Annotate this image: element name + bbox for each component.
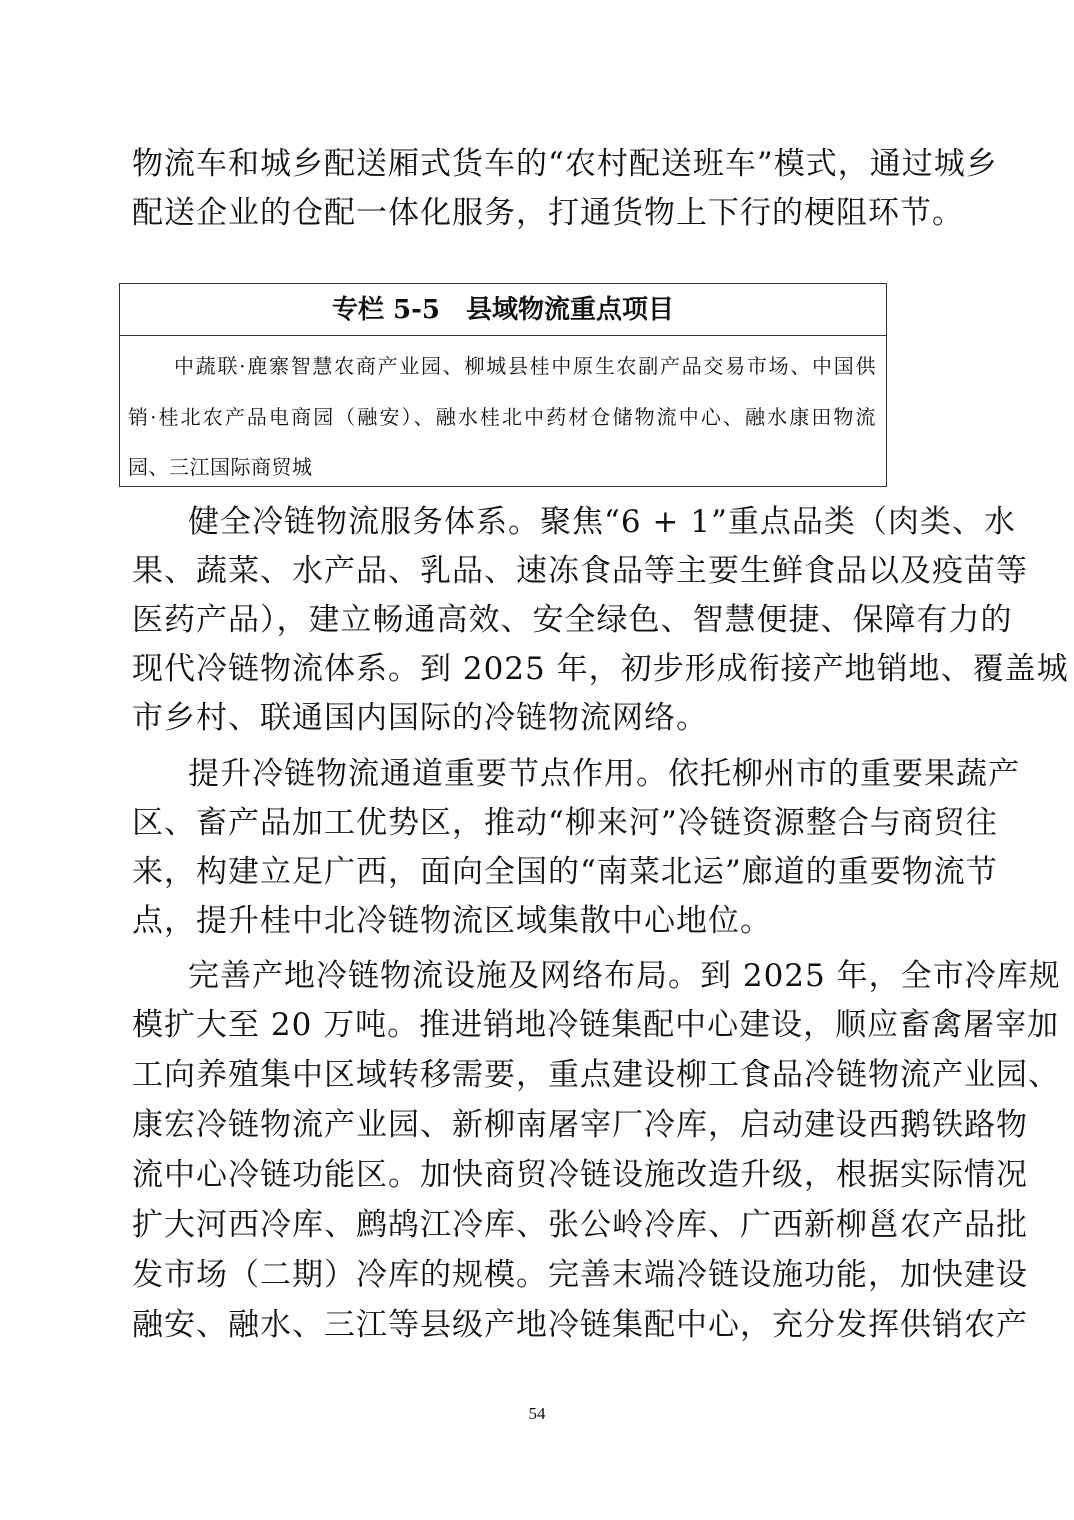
paragraph-3-line-1: 完善产地冷链物流设施及网络布局。到 2025 年，全市冷库规 [188, 958, 1061, 994]
paragraph-3-line-2: 模扩大至 20 万吨。推进销地冷链集配中心建设，顺应畜禽屠宰加 [132, 1007, 1060, 1043]
paragraph-1-line-4: 现代冷链物流体系。到 2025 年，初步形成衔接产地销地、覆盖城 [132, 651, 1069, 687]
paragraph-2-line-3: 来，构建立足广西，面向全国的“南菜北运”廊道的重要物流节 [132, 854, 998, 890]
column-box-title: 专栏 5-5 县域物流重点项目 [120, 284, 886, 336]
paragraph-2-line-1: 提升冷链物流通道重要节点作用。依托柳州市的重要果蔬产 [188, 756, 1020, 792]
paragraph-2-line-4: 点，提升桂中北冷链物流区域集散中心地位。 [132, 903, 772, 939]
paragraph-1-line-2: 果、蔬菜、水产品、乳品、速冻食品等主要生鲜食品以及疫苗等 [132, 553, 1028, 589]
column-box [119, 283, 887, 487]
paragraph-1-line-3: 医药产品），建立畅通高效、安全绿色、智慧便捷、保障有力的 [132, 602, 1013, 638]
paragraph-3-line-5: 流中心冷链功能区。加快商贸冷链设施改造升级，根据实际情况 [132, 1157, 1028, 1193]
paragraph-3-line-4: 康宏冷链物流产业园、新柳南屠宰厂冷库，启动建设西鹅铁路物 [132, 1107, 1028, 1143]
intro-line-2: 配送企业的仓配一体化服务，打通货物上下行的梗阻环节。 [132, 195, 964, 231]
intro-line-1: 物流车和城乡配送厢式货车的“农村配送班车”模式，通过城乡 [132, 146, 998, 182]
paragraph-1-line-1: 健全冷链物流服务体系。聚焦“6 + 1”重点品类（肉类、水 [188, 504, 1016, 540]
paragraph-3-line-8: 融安、融水、三江等县级产地冷链集配中心，充分发挥供销农产 [132, 1307, 1028, 1343]
paragraph-3-line-7: 发市场（二期）冷库的规模。完善末端冷链设施功能，加快建设 [132, 1257, 1028, 1293]
paragraph-3-line-6: 扩大河西冷库、鹧鸪江冷库、张公岭冷库、广西新柳邕农产品批 [132, 1207, 1028, 1243]
page-number: 54 [528, 1404, 546, 1423]
paragraph-3-line-3: 工向养殖集中区域转移需要，重点建设柳工食品冷链物流产业园、 [132, 1057, 1060, 1093]
paragraph-2-line-2: 区、畜产品加工优势区，推动“柳来河”冷链资源整合与商贸往 [132, 805, 998, 841]
column-box-line-1: 中蔬联·鹿寨智慧农商产业园、柳城县桂中原生农副产品交易市场、中国供 [174, 354, 876, 378]
column-box-line-2: 销·桂北农产品电商园（融安）、融水桂北中药材仓储物流中心、融水康田物流 [128, 405, 876, 429]
paragraph-1-line-5: 市乡村、联通国内国际的冷链物流网络。 [132, 700, 708, 736]
column-box-line-3: 园、三江国际商贸城 [128, 455, 313, 479]
